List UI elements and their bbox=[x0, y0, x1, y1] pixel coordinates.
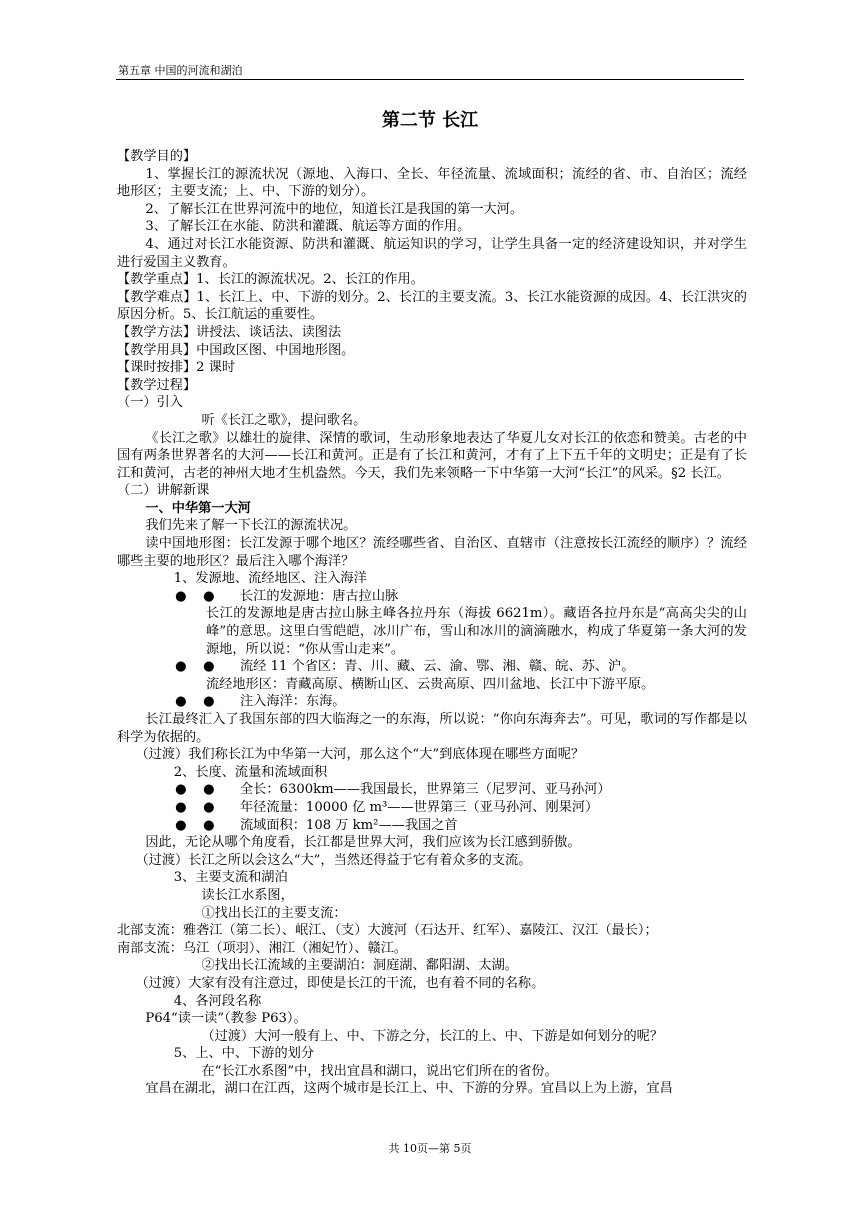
bullet-text: 长江的发源地：唐古拉山脉 bbox=[240, 588, 399, 604]
text-line: 南部支流：乌江（项羽）、湘江（湘妃竹）、赣江。 bbox=[117, 940, 408, 956]
page-header: 第五章 中国的河流和湖泊 bbox=[118, 64, 243, 77]
bullet-icon: ● bbox=[175, 782, 187, 798]
text-line: ①找出长江的主要支流： bbox=[201, 905, 347, 921]
bullet-icon: ● bbox=[175, 588, 187, 604]
text-line: 4、各河段名称 bbox=[173, 993, 262, 1009]
text-line: 听《长江之歌》，提问歌名。 bbox=[201, 412, 367, 428]
document-body bbox=[117, 148, 747, 1098]
text-line: 读长江水系图， bbox=[201, 887, 294, 903]
bullet-text: 注入海洋：东海。 bbox=[240, 694, 346, 710]
text-line: 3、主要支流和湖泊 bbox=[173, 870, 288, 886]
bullet-item bbox=[117, 799, 747, 817]
text-line: 1、发源地、流经地区、注入海洋 bbox=[173, 571, 367, 587]
text-line: 【教学用具】中国政区图、中国地形图。 bbox=[117, 342, 355, 358]
text-line: 长江最终汇入了我国东部的四大临海之一的东海，所以说：“你向东海奔去”。可见，歌词的写作都是以科学为依据的。 bbox=[117, 712, 747, 745]
bullet-item bbox=[117, 588, 747, 606]
section-heading: 一、中华第一大河 bbox=[145, 500, 251, 516]
text-line: （过渡）大家有没有注意过，即使是长江的干流，也有着不同的名称。 bbox=[135, 975, 545, 991]
text-line: ②找出长江流域的主要湖泊：洞庭湖、鄱阳湖、太湖。 bbox=[201, 958, 518, 974]
bullet-icon: ● bbox=[203, 659, 215, 675]
bullet-icon: ● bbox=[175, 817, 187, 833]
text-line: 长江的发源地是唐古拉山脉主峰各拉丹东（海拔 6621m）。藏语各拉丹东是“高高尖尖的山峰”的意思。这里白雪皑皑，冰川广布，雪山和冰川的滴滴融水，构成了华夏第一条大河的发源地，所以说：“你从雪山走来”。 bbox=[206, 606, 747, 657]
bullet-icon: ● bbox=[203, 694, 215, 710]
bullet-item bbox=[117, 658, 747, 676]
bullet-icon: ● bbox=[203, 817, 215, 833]
text-line: 在“长江水系图”中，找出宜昌和湖口，说出它们所在的省份。 bbox=[201, 1063, 558, 1079]
text-line: P64“读一读”（教参 P63）。 bbox=[145, 1011, 307, 1027]
text-line: 1、掌握长江的源流状况（源地、入海口、全长、年径流量、流域面积；流经的省、市、自治区；流经地形区；主要支流；上、中、下游的划分）。 bbox=[117, 166, 747, 200]
header-rule bbox=[116, 79, 744, 80]
text-line: （一）引入 bbox=[117, 395, 183, 411]
bullet-item bbox=[117, 781, 747, 799]
bullet-icon: ● bbox=[203, 588, 215, 604]
text-line: 我们先来了解一下长江的源流状况。 bbox=[145, 518, 357, 534]
bullet-icon: ● bbox=[175, 799, 187, 815]
bullet-item bbox=[117, 817, 747, 835]
text-line: 【教学方法】讲授法、谈话法、读图法 bbox=[117, 324, 342, 340]
bullet-item bbox=[117, 693, 747, 711]
bullet-icon: ● bbox=[203, 799, 215, 815]
text-line: 读中国地形图：长江发源于哪个地区？流经哪些省、自治区、直辖市（注意按长江流经的顺序）？流经哪些主要的地形区？最后注入哪个海洋？ bbox=[117, 536, 747, 569]
text-line: （二）讲解新课 bbox=[117, 483, 210, 499]
bullet-icon: ● bbox=[175, 659, 187, 675]
text-line: 5、上、中、下游的划分 bbox=[173, 1046, 315, 1062]
text-line: 【教学重点】1、长江的源流状况。2、长江的作用。 bbox=[117, 272, 424, 288]
text-line: 《长江之歌》以雄壮的旋律、深情的歌词，生动形象地表达了华夏儿女对长江的依恋和赞美。古老的中国有两条世界著名的大河——长江和黄河。正是有了长江和黄河，才有了上下五千年的文明史；正是有了长江和黄河，古老的神州大地才生机盎然。今天，我们先来领略一下中华第一大河“长江”的风采。§2 长江。 bbox=[117, 430, 747, 481]
text-line: 3、了解长江在水能、防洪和灌溉、航运等方面的作用。 bbox=[145, 219, 471, 235]
text-line: 因此，无论从哪个角度看，长江都是世界大河，我们应该为长江感到骄傲。 bbox=[145, 835, 581, 851]
text-line: 【课时按排】2 课时 bbox=[117, 360, 236, 376]
text-line: 流经地形区：青藏高原、横断山区、云贵高原、四川盆地、长江中下游平原。 bbox=[206, 676, 655, 692]
bullet-text: 流域面积：108 万 km²——我国之首 bbox=[240, 817, 458, 833]
bullet-text: 年径流量：10000 亿 m³——世界第三（亚马孙河、刚果河） bbox=[240, 799, 599, 815]
page-footer: 共 10页—第 5页 bbox=[388, 1142, 472, 1155]
section-title: 第二节 长江 bbox=[381, 110, 479, 131]
bullet-icon: ● bbox=[203, 782, 215, 798]
text-line: （过渡）大河一般有上、中、下游之分，长江的上、中、下游是如何划分的呢？ bbox=[201, 1028, 664, 1044]
bullet-text: 流经 11 个省区：青、川、藏、云、渝、鄂、湘、赣、皖、苏、沪。 bbox=[240, 659, 635, 675]
text-line: 【教学过程】 bbox=[117, 377, 197, 393]
text-line: 【教学难点】1、长江上、中、下游的划分。2、长江的主要支流。3、长江水能资源的成因。4、长江洪灾的原因分析。5、长江航运的重要性。 bbox=[117, 289, 747, 323]
bullet-icon: ● bbox=[175, 694, 187, 710]
text-line: 2、了解长江在世界河流中的地位，知道长江是我国的第一大河。 bbox=[145, 201, 524, 217]
text-line: 北部支流：雅砻江（第二长）、岷江、（支）大渡河（石达开、红军）、嘉陵江、汉江（最长）； bbox=[117, 923, 658, 939]
text-line: （过渡）长江之所以会这么“大”，当然还得益于它有着众多的支流。 bbox=[135, 852, 532, 868]
text-line: 宜昌在湖北，湖口在江西，这两个城市是长江上、中、下游的分界。宜昌以上为上游，宜昌 bbox=[145, 1081, 673, 1097]
text-line: 4、通过对长江水能资源、防洪和灌溉、航运知识的学习，让学生具备一定的经济建设知识，并对学生进行爱国主义教育。 bbox=[117, 236, 747, 270]
text-line: 【教学目的】 bbox=[117, 149, 197, 164]
text-line: （过渡）我们称长江为中华第一大河，那么这个“大”到底体现在哪些方面呢？ bbox=[135, 747, 585, 763]
text-line: 2、长度、流量和流域面积 bbox=[173, 764, 328, 780]
bullet-text: 全长：6300km——我国最长，世界第三（尼罗河、亚马孙河） bbox=[240, 782, 611, 798]
